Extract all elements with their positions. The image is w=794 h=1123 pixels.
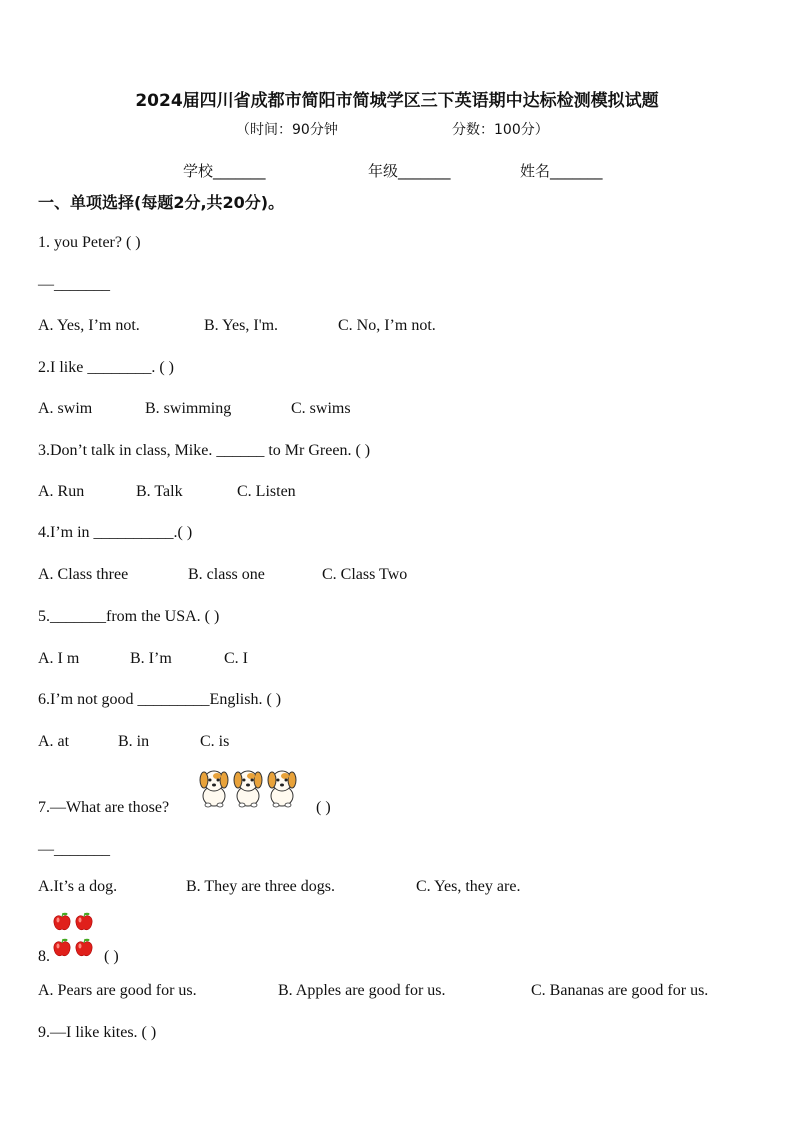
- red-apple-icon: [74, 938, 94, 958]
- red-apple-icon: [74, 912, 94, 932]
- option-2b: B. swimming: [145, 400, 232, 417]
- page-title: 2024届四川省成都市简阳市简城学区三下英语期中达标检测模拟试题: [135, 91, 659, 111]
- options-4: [38, 566, 758, 588]
- question-1: 1. you Peter? ( ): [38, 234, 141, 251]
- puppy-icon: [197, 766, 231, 808]
- option-8a: A. Pears are good for us.: [38, 982, 197, 999]
- exam-time: （时间：90分钟: [236, 122, 338, 138]
- options-3: [38, 483, 758, 505]
- puppy-icon: [265, 766, 299, 808]
- question-3: 3.Don’t talk in class, Mike. ______ to Mr Green. ( ): [38, 442, 371, 459]
- answer-line-1: —_______: [38, 276, 110, 293]
- option-4a: A. Class three: [38, 566, 129, 583]
- option-3c: C. Listen: [237, 483, 296, 500]
- answer-bracket-7: ( ): [316, 799, 331, 816]
- question-5: 5._______from the USA. ( ): [38, 608, 220, 625]
- option-8c: C. Bananas are good for us.: [531, 982, 709, 999]
- option-3a: A. Run: [38, 483, 85, 500]
- options-2: [38, 400, 758, 422]
- options-6: [38, 733, 758, 755]
- option-6c: C. is: [200, 733, 230, 750]
- option-1b: B. Yes, I'm.: [204, 317, 279, 334]
- option-5c: C. I: [224, 650, 248, 667]
- answer-bracket-8: ( ): [104, 948, 119, 965]
- answer-line-7: —_______: [38, 841, 110, 858]
- red-apple-icon: [52, 938, 72, 958]
- school-field: 学校_______: [183, 162, 266, 180]
- section-title: 一、单项选择(每题2分,共20分)。: [38, 193, 285, 212]
- option-6b: B. in: [118, 733, 150, 750]
- grade-field: 年级_______: [368, 162, 451, 180]
- three-dogs-image: [197, 766, 312, 812]
- option-6a: A. at: [38, 733, 70, 750]
- options-8: [38, 982, 758, 1004]
- options-1: [38, 317, 758, 339]
- exam-score: 分数：100分）: [452, 122, 549, 138]
- option-1c: C. No, I’m not.: [338, 317, 436, 334]
- puppy-icon: [231, 766, 265, 808]
- name-field: 姓名_______: [520, 162, 603, 180]
- option-8b: B. Apples are good for us.: [278, 982, 446, 999]
- options-7: [38, 878, 758, 900]
- option-2c: C. swims: [291, 400, 351, 417]
- option-4b: B. class one: [188, 566, 265, 583]
- question-6: 6.I’m not good _________English. ( ): [38, 691, 282, 708]
- option-1a: A. Yes, I’m not.: [38, 317, 140, 334]
- option-3b: B. Talk: [136, 483, 183, 500]
- option-5b: B. I’m: [130, 650, 172, 667]
- question-4: 4.I’m in __________.( ): [38, 524, 193, 541]
- question-8: 8.: [38, 948, 50, 965]
- red-apple-icon: [52, 912, 72, 932]
- option-7c: C. Yes, they are.: [416, 878, 521, 895]
- options-5: [38, 650, 758, 672]
- option-4c: C. Class Two: [322, 566, 408, 583]
- four-apples-image: [52, 912, 98, 960]
- question-2: 2.I like ________. ( ): [38, 359, 174, 376]
- option-2a: A. swim: [38, 400, 93, 417]
- option-7b: B. They are three dogs.: [186, 878, 335, 895]
- question-7: 7.—What are those?: [38, 799, 170, 816]
- option-5a: A. I m: [38, 650, 80, 667]
- option-7a: A.It’s a dog.: [38, 878, 118, 895]
- question-9: 9.—I like kites. ( ): [38, 1024, 157, 1041]
